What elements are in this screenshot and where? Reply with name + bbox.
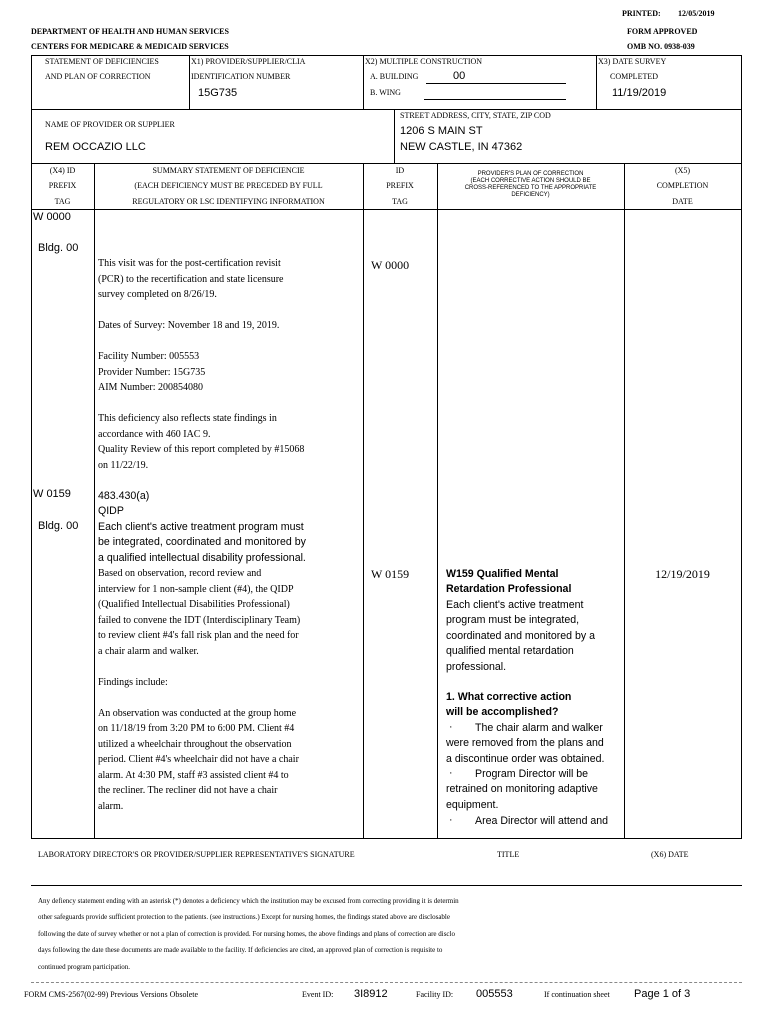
- provider-name-label: NAME OF PROVIDER OR SUPPLIER: [45, 120, 175, 129]
- printed-date: 12/05/2019: [678, 9, 715, 18]
- address-line-1: 1206 S MAIN ST: [400, 125, 483, 137]
- statement-label-2: AND PLAN OF CORRECTION: [45, 72, 151, 81]
- provider-id-label-1: X1) PROVIDER/SUPPLIER/CLIA: [191, 57, 306, 66]
- entry-1-id-tag: W 0000: [371, 258, 410, 272]
- completed-label: COMPLETED: [610, 72, 658, 81]
- plan-bullet-2: Program Director will be retrained on monitoring adaptive equipment.: [446, 768, 598, 811]
- entry-2-tag: W 0159: [33, 488, 71, 500]
- department-title: DEPARTMENT OF HEALTH AND HUMAN SERVICES: [31, 27, 229, 36]
- date-survey-value: 11/19/2019: [612, 87, 667, 99]
- disclaimer-text: Any defiency statement ending with an asterisk (*) denotes a deficiency which the institution may be excused from correcting providing it is determin other safeguards provide sufficient protection to the patients. (see instructions.) Except for nursing homes, the findings stated above are disclosable following the date of survey whether or not a plan of correction is provided. For nursing homes, the above findings and plans of correction are disclo days following the date these documents are made available to the facility. If deficiencies are cited, an approved plan of correction is requisite to continued program participation.: [38, 897, 459, 971]
- provider-name: REM OCCAZIO LLC: [45, 141, 146, 153]
- entry-2-id-tag: W 0159: [371, 567, 410, 581]
- bullet-icon: ·: [449, 767, 453, 779]
- statement-label-1: STATEMENT OF DEFICIENCIES: [45, 57, 159, 66]
- plan-bullet-3: Area Director will attend and: [475, 815, 609, 827]
- plan-header: PROVIDER'S PLAN OF CORRECTION (EACH CORRECTIVE ACTION SHOULD BE CROSS-REFERENCED TO THE APPROPRIATE DEFICIENCY): [464, 171, 597, 198]
- bullet-icon: ·: [449, 814, 453, 826]
- provider-id-label-2: IDENTIFICATION NUMBER: [191, 72, 291, 81]
- title-label: TITLE: [497, 850, 520, 859]
- address-line-2: NEW CASTLE, IN 47362: [400, 141, 523, 153]
- form-approved: FORM APPROVED: [627, 27, 698, 36]
- bullet-icon: ·: [449, 721, 453, 733]
- building-value: 00: [453, 70, 466, 82]
- x5-header-2: COMPLETION: [656, 181, 709, 190]
- event-id-value: 3I8912: [354, 988, 388, 1000]
- page-number: Page 1 of 3: [634, 988, 691, 1000]
- plan-title-1: W159 Qualified Mental: [446, 568, 559, 580]
- facility-id-value: 005553: [476, 988, 513, 1000]
- summary-header-2: (EACH DEFICIENCY MUST BE PRECEDED BY FULL: [134, 181, 323, 190]
- id-header-3: TAG: [392, 197, 408, 206]
- multiple-construction-label: X2) MULTIPLE CONSTRUCTION: [365, 57, 483, 66]
- form-number: FORM CMS-2567(02-99) Previous Versions Obsolete: [24, 990, 199, 999]
- x6-date-label: (X6) DATE: [651, 850, 689, 859]
- entry-2-building: Bldg. 00: [38, 520, 79, 532]
- entry-2-regulation: 483.430(a) QIDP Each client's active treatment program must be integrated, coordinated and monitored by a qualified intellectual disability professional.: [98, 490, 306, 564]
- wing-label: B. WING: [370, 88, 401, 97]
- entry-2-text: Based on observation, record review and interview for 1 non-sample client (#4), the QIDP (Qualified Intellectual Disabilities Professional) failed to convene the IDT (Interdisciplinary Team) to review client #4's fall risk plan and the need for a chair alarm and walker. Findings include: An observation was conducted at the group home on 11/18/19 from 3:20 PM to 6:00 PM. Client #4 utilized a wheelchair throughout the observation period. Client #4's wheelchair did not have a chair alarm. At 4:30 PM, staff #3 assisted client #4 to the recliner. The recliner did not have a chair alarm.: [98, 568, 301, 812]
- plan-title-2: Retardation Professional: [446, 583, 572, 595]
- entry-1-tag: W 0000: [33, 211, 71, 223]
- id-header-2: PREFIX: [386, 181, 414, 190]
- completion-date: 12/19/2019: [655, 567, 710, 581]
- id-header-1: ID: [395, 166, 405, 175]
- summary-header-1: SUMMARY STATEMENT OF DEFICIENCIE: [152, 166, 305, 175]
- facility-id-label: Facility ID:: [416, 990, 454, 999]
- printed-label: PRINTED:: [622, 9, 661, 18]
- x5-header-1: (X5): [674, 166, 691, 175]
- centers-title: CENTERS FOR MEDICARE & MEDICAID SERVICES: [31, 42, 229, 51]
- lab-director-signature-label: LABORATORY DIRECTOR'S OR PROVIDER/SUPPLIER REPRESENTATIVE'S SIGNATURE: [38, 850, 355, 859]
- event-id-label: Event ID:: [302, 990, 334, 999]
- address-label: STREET ADDRESS, CITY, STATE, ZIP COD: [400, 111, 551, 120]
- x4-header-2: PREFIX: [48, 181, 77, 190]
- date-survey-label: X3) DATE SURVEY: [598, 57, 667, 66]
- building-label: A. BUILDING: [370, 72, 419, 81]
- plan-bullet-1: The chair alarm and walker were removed from the plans and a discontinue order was obtained.: [446, 722, 605, 765]
- plan-body: Each client's active treatment program must be integrated, coordinated and monitored by a qualified mental retardation professional.: [446, 599, 596, 673]
- summary-header-3: REGULATORY OR LSC IDENTIFYING INFORMATION: [132, 197, 325, 206]
- omb-number: OMB NO. 0938-039: [627, 42, 695, 51]
- entry-1-text: This visit was for the post-certification revisit (PCR) to the recertification and state licensure survey completed on 8/26/19. Dates of Survey: November 18 and 19, 2019. Facility Number: 005553 Provider Number: 15G735 AIM Number: 200854080 This deficiency also reflects state findings in accordance with 460 IAC 9. Quality Review of this report completed by #15068 on 11/22/19.: [98, 258, 305, 471]
- continuation-label: If continuation sheet: [544, 990, 610, 999]
- plan-question-1: 1. What corrective action will be accomplished?: [446, 691, 572, 719]
- entry-1-building: Bldg. 00: [38, 242, 79, 254]
- provider-id-value: 15G735: [198, 87, 238, 99]
- x4-header-3: TAG: [54, 197, 71, 206]
- x4-header-1: (X4) ID: [49, 166, 76, 175]
- x5-header-3: DATE: [672, 197, 693, 206]
